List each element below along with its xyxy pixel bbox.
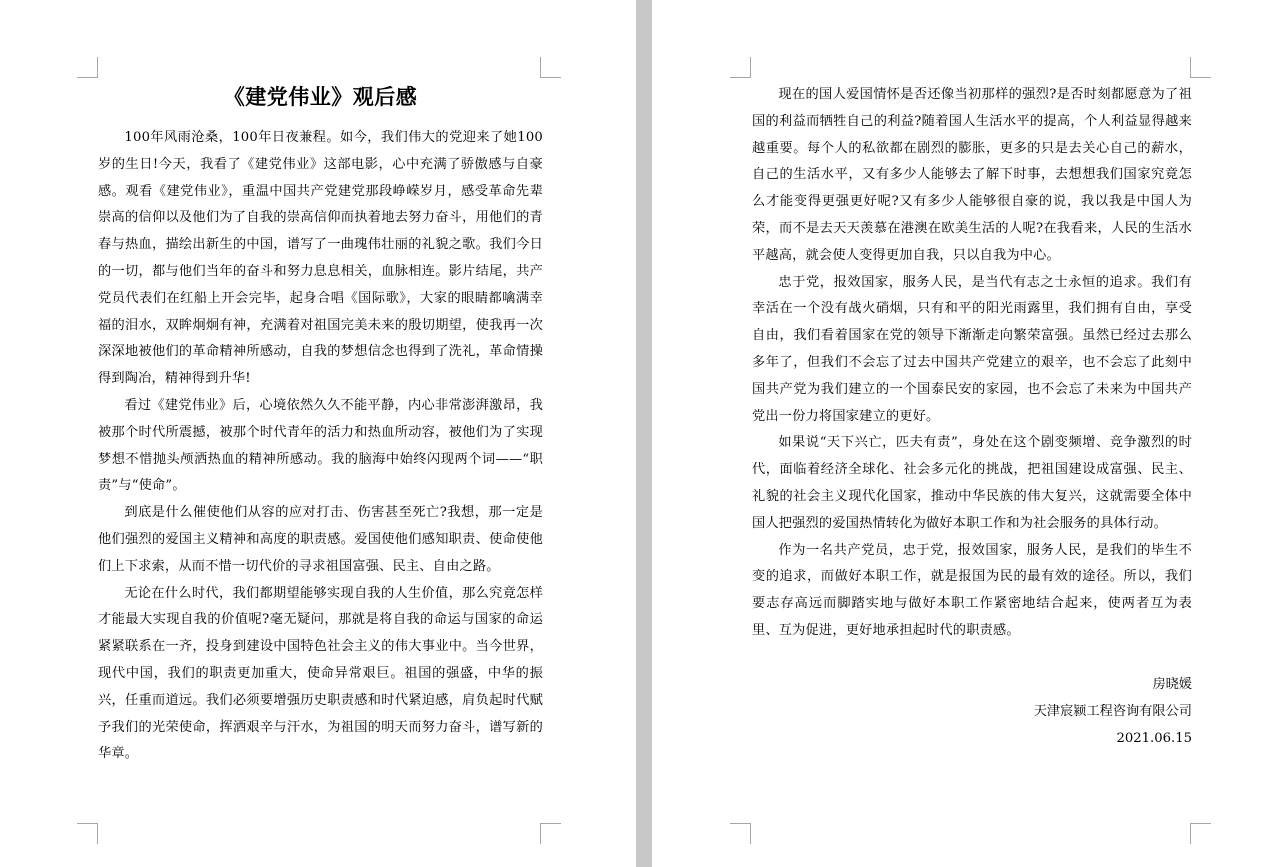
paragraph: 现在的国人爱国情怀是否还像当初那样的强烈?是否时刻都愿意为了祖国的利益而牺牲自己的利益?随着国人生活水平的提高，个人利益显得越来越重要。每个人的私欲都在剧烈的膨胀，更多的只是去关心自己的薪水，自己的生活水平，又有多少人能够去了解下时事，去想想我们国家究竟怎么才能变得更强更好呢?又有多少人能够很自豪的说，我以我是中国人为荣，而不是去天天羡慕在港澳在欧美生活的人呢?在我看来，人民的生活水平越高，就会使人变得更加自我，只以自我为中心。 bbox=[752, 87, 1192, 263]
paragraph: 100年风雨沧桑，100年日夜兼程。如今，我们伟大的党迎来了她100岁的生日!今天，我看了《建党伟业》这部电影，心中充满了骄傲感与自豪感。观看《建党伟业》，重温中国共产党建党那段峥嵘岁月，感受革命先辈崇高的信仰以及他们为了自我的崇高信仰而执着地去努力奋斗，用他们的青春与热血，描绘出新生的中国，谱写了一曲瑰伟壮丽的礼貌之歌。我们今日的一切，都与他们当年的奋斗和努力息息相关，血脉相连。影片结尾，共产党员代表们在红船上开会完毕，起身合唱《国际歌》，大家的眼睛都噙满幸福的泪水，双眸炯炯有神，充满着对祖国完美未来的殷切期望，使我再一次深深地被他们的革命精神所感动，自我的梦想信念也得到了洗礼，革命情操得到陶冶，精神得到升华! bbox=[98, 130, 543, 387]
corner-mark bbox=[540, 823, 561, 844]
signature-block bbox=[752, 671, 1192, 752]
paragraph: 到底是什么催使他们从容的应对打击、伤害甚至死亡?我想，那一定是他们强烈的爱国主义精神和高度的职责感。爱国使他们感知职责、使命使他们上下求索，从而不惜一切代价的寻求祖国富强、民主、自由之路。 bbox=[98, 505, 543, 574]
signature-company: 天津宸颍工程咨询有限公司 bbox=[1033, 703, 1192, 719]
paragraph: 看过《建党伟业》后，心境依然久久不能平静，内心非常澎湃激昂，我被那个时代所震撼，被那个时代青年的活力和热血所动容，被他们为了实现梦想不惜抛头颅洒热血的精神所感动。我的脑海中始终闪现两个词——“职责”与“使命”。 bbox=[98, 397, 543, 494]
corner-mark bbox=[77, 823, 98, 844]
page-left-content bbox=[98, 82, 543, 768]
paragraph: 无论在什么时代，我们都期望能够实现自我的人生价值，那么究竟怎样才能最大实现自我的价值呢?毫无疑问，那就是将自我的命运与国家的命运紧紧联系在一齐，投身到建设中国特色社会主义的伟大事业中。当今世界，现代中国，我们的职责更加重大，使命异常艰巨。祖国的强盛，中华的振兴，任重而道远。我们必须要增强历史职责感和时代紧迫感，肩负起时代赋予我们的光荣使命，挥洒艰辛与汗水，为祖国的明天而努力奋斗，谱写新的华章。 bbox=[98, 585, 543, 762]
corner-mark bbox=[730, 823, 751, 844]
corner-mark bbox=[1190, 57, 1211, 78]
paragraph: 作为一名共产党员，忠于党，报效国家，服务人民，是我们的毕生不变的追求，而做好本职工作，就是报国为民的最有效的途径。所以，我们要志存高远而脚踏实地与做好本职工作紧密地结合起来，使两者互为表里、互为促进，更好地承担起时代的职责感。 bbox=[752, 542, 1192, 638]
corner-mark bbox=[77, 57, 98, 78]
page-right bbox=[652, 0, 1284, 867]
paragraph: 如果说“天下兴亡，匹夫有责”，身处在这个剧变频增、竞争激烈的时代，面临着经济全球化、社会多元化的挑战，把祖国建设成富强、民主、礼貌的社会主义现代化国家，推动中华民族的伟大复兴，这就需要全体中国人把强烈的爱国热情转化为做好本职工作和为社会服务的具体行动。 bbox=[752, 435, 1192, 531]
paragraph: 忠于党，报效国家，服务人民，是当代有志之士永恒的追求。我们有幸活在一个没有战火硝烟，只有和平的阳光雨露里，我们拥有自由，享受自由，我们看着国家在党的领导下渐渐走向繁荣富强。虽然已经过去那么多年了，但我们不会忘了过去中国共产党建立的艰辛，也不会忘了此刻中国共产党为我们建立的一个国泰民安的家园，也不会忘了未来为中国共产党出一份力将国家建立的更好。 bbox=[752, 274, 1192, 424]
page-right-content bbox=[752, 82, 1192, 752]
corner-mark bbox=[540, 57, 561, 78]
page-left bbox=[0, 0, 636, 867]
signature-date: 2021.06.15 bbox=[1116, 730, 1192, 746]
corner-mark bbox=[1190, 823, 1211, 844]
signature-name: 房晓媛 bbox=[1152, 676, 1192, 692]
corner-mark bbox=[730, 57, 751, 78]
document-title: 《建党伟业》观后感 bbox=[223, 85, 418, 109]
